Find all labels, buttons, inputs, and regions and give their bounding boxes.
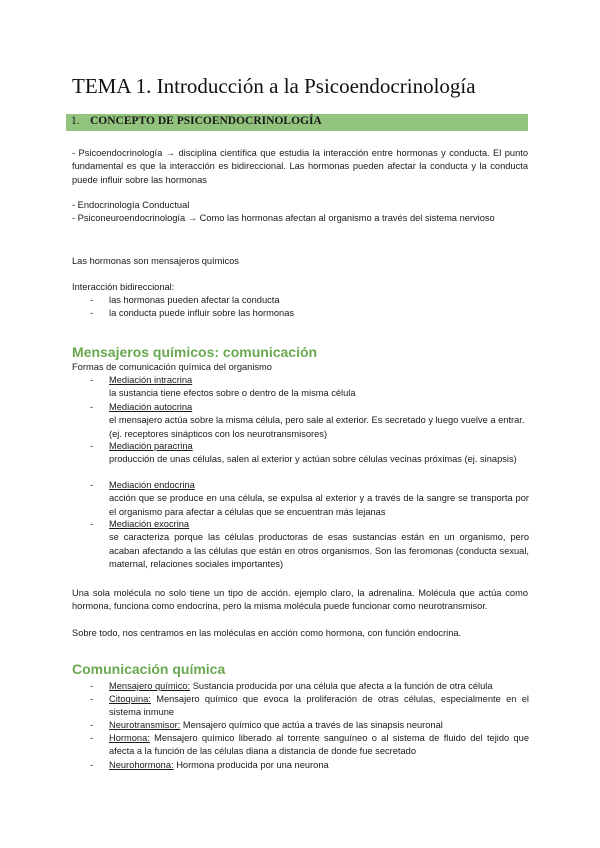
- paragraph-interaccion: Interacción bidireccional:: [72, 282, 175, 292]
- list-dash: -: [90, 720, 94, 730]
- term-description: producción de unas células, salen al exterior y actúan sobre células vecinas próximas (ej. sinapsis): [109, 454, 517, 465]
- term-label: Mediación endocrina: [109, 480, 195, 490]
- section-title: CONCEPTO DE PSICOENDOCRINOLOGÍA: [90, 115, 322, 127]
- paragraph-formas: Formas de comunicación química del organismo: [72, 362, 272, 372]
- term-description: acción que se produce en una célula, se expulsa al exterior y a través de la sangre se transporta por el organismo para afectar a células que se encuentran más lejanas: [109, 493, 529, 517]
- term-label: Mensajero químico:: [109, 681, 191, 691]
- paragraph-endocrinologia-conductual: - Endocrinología Conductual: [72, 200, 190, 210]
- term-label: Mediación exocrina: [109, 519, 190, 529]
- paragraph-psicoendocrinologia: - Psicoendocrinología → disciplina científica que estudia la interacción entre hormonas y conducta. El punto fundamental es que la interacción es bidireccional. Las hormonas pueden afectar la conducta y la conducta puede influir sobre las hormonas: [72, 148, 528, 185]
- list-dash: -: [90, 308, 94, 318]
- paragraph-mensajeros: Las hormonas son mensajeros químicos: [72, 256, 239, 266]
- heading-comunicacion-quimica: Comunicación química: [72, 661, 226, 677]
- list-dash: -: [90, 681, 94, 691]
- term-label: Hormona:: [109, 733, 150, 743]
- heading-mensajeros-quimicos: Mensajeros químicos: comunicación: [72, 344, 318, 360]
- list-dash: -: [90, 480, 94, 490]
- list-dash: -: [90, 519, 94, 529]
- term-label: Citoquina:: [109, 694, 151, 704]
- paragraph-adrenalina: Una sola molécula no solo tiene un tipo de acción. ejemplo claro, la adrenalina. Molécula que actúa como hormona, funciona como endocrina, pero la misma molécula puede funcionar como neurotransmisor.: [72, 588, 528, 612]
- term-description: Mensajero químico que evoca la proliferación de otras células, especialmente en el sistema inmune: [109, 694, 529, 718]
- term-description: Mensajero químico que actúa a través de las sinapsis neuronal: [180, 720, 443, 730]
- term-description: Sustancia producida por una célula que afecta a la función de otra célula: [190, 681, 493, 691]
- term-label: Mediación paracrina: [109, 441, 193, 451]
- list-dash: -: [90, 733, 94, 743]
- section-number: 1.: [71, 115, 80, 127]
- term-label: Neurohormona:: [109, 760, 174, 770]
- term-description: la sustancia tiene efectos sobre o dentro de la misma célula: [109, 388, 356, 399]
- paragraph-psiconeuroendocrinologia: - Psiconeuroendocrinología → Como las hormonas afectan al organismo a través del sistema nervioso: [72, 213, 495, 223]
- list-dash: -: [90, 760, 94, 770]
- term-description: Hormona producida por una neurona: [173, 760, 329, 770]
- page-title: TEMA 1. Introducción a la Psicoendocrinología: [72, 74, 476, 98]
- list-dash: -: [90, 375, 94, 385]
- term-description: Mensajero químico liberado al torrente sanguíneo o al sistema de fluido del tejido que afecta a la función de las células diana a distancia de donde fue secretado: [109, 733, 529, 757]
- paragraph-funcion-endocrina: Sobre todo, nos centramos en las moléculas en acción como hormona, con función endocrina.: [72, 628, 462, 638]
- list-dash: -: [90, 295, 94, 305]
- term-label: Mediación intracrina: [109, 375, 193, 385]
- term-label: Mediación autocrina: [109, 402, 193, 412]
- term-description: el mensajero actúa sobre la misma célula, pero sale al exterior. Es secretado y luego vuelve a entrar. (ej. receptores sinápticos con los neurotransmisores): [109, 415, 525, 439]
- list-dash: -: [90, 694, 94, 704]
- list-item-text: las hormonas pueden afectar la conducta: [109, 295, 280, 305]
- term-label: Neurotransmisor:: [109, 720, 181, 730]
- list-item-text: la conducta puede influir sobre las hormonas: [109, 308, 295, 318]
- term-description: se caracteriza porque las células productoras de esas sustancias están en un organismo, pero acaban afectando a las células que están en otros organismos. Son las feromonas (conducta sexual, maternal, relaciones sociales importantes): [109, 532, 529, 569]
- list-dash: -: [90, 441, 94, 451]
- list-dash: -: [90, 402, 94, 412]
